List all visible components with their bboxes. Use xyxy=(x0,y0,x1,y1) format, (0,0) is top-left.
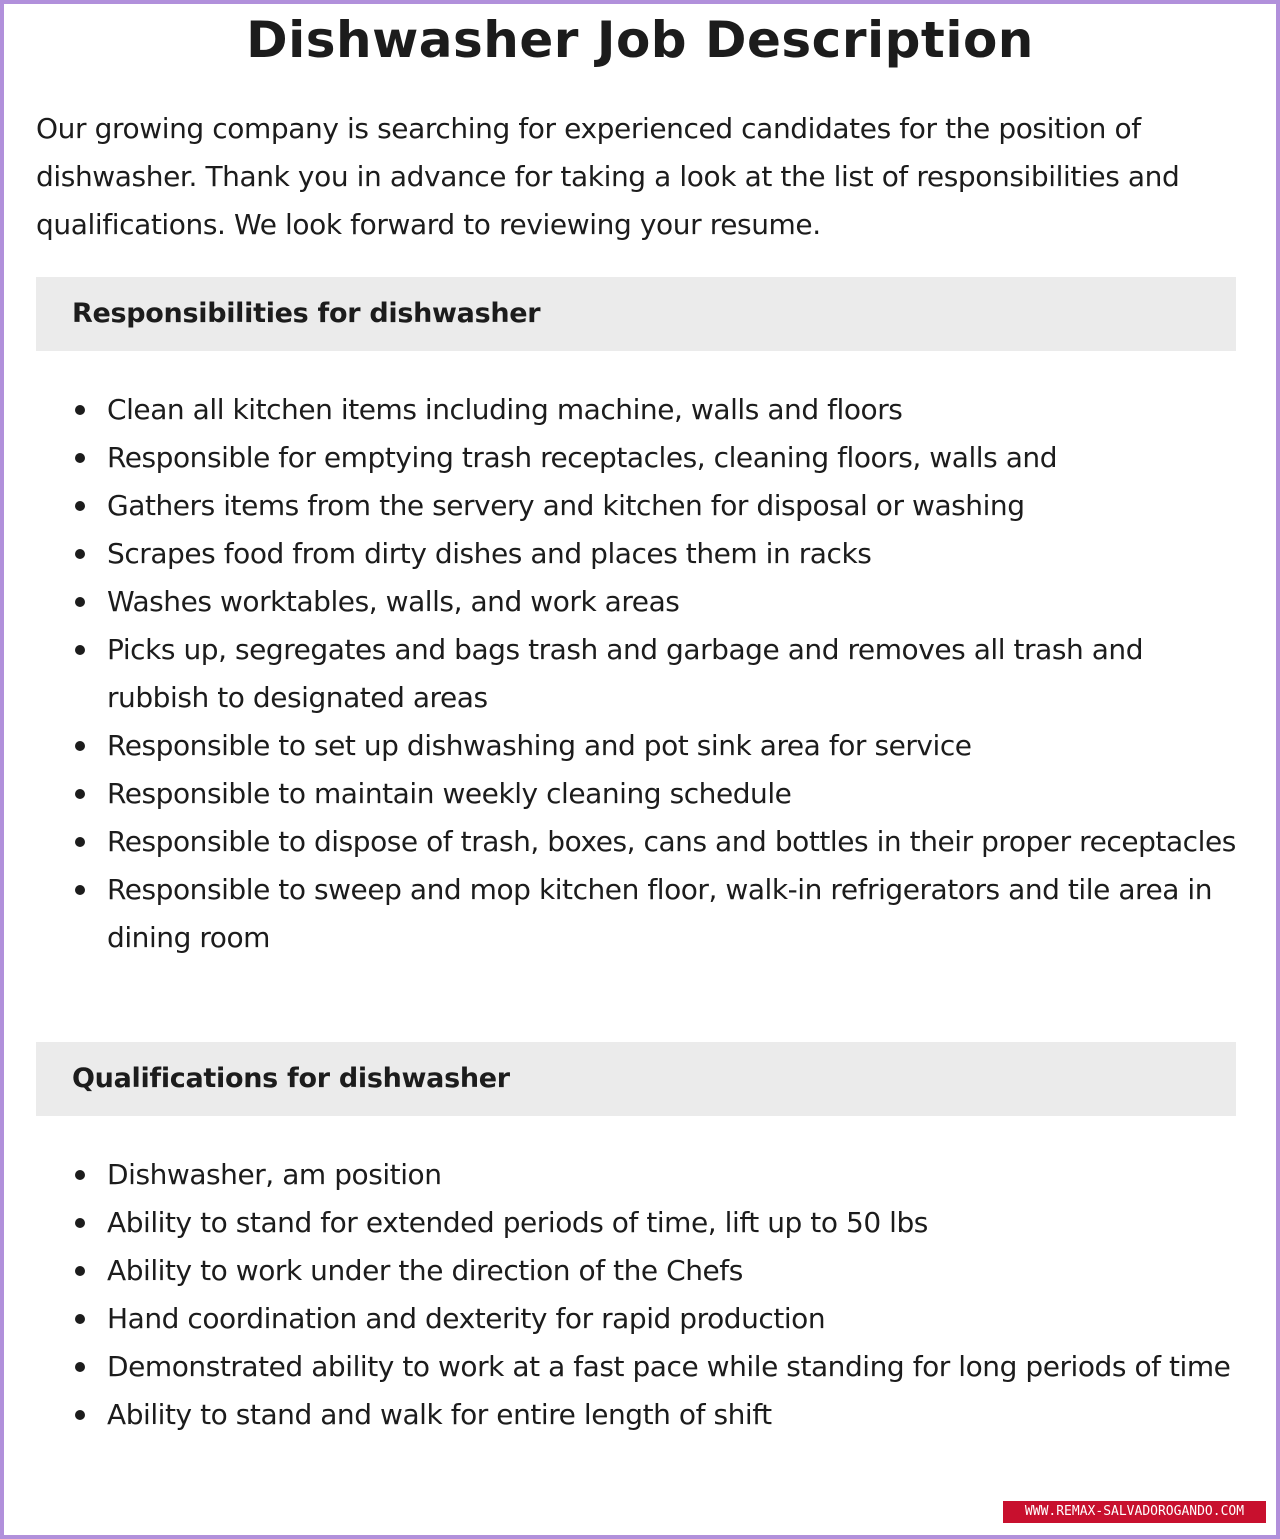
list-item-text: Clean all kitchen items including machine, walls and floors xyxy=(107,393,903,426)
list-item xyxy=(36,1151,1236,1199)
qualifications-heading: Qualifications for dishwasher xyxy=(36,1042,1236,1116)
list-item xyxy=(36,626,1236,722)
list-item xyxy=(36,1199,1236,1247)
list-item xyxy=(36,482,1236,530)
list-item-text: Responsible to set up dishwashing and pot sink area for service xyxy=(107,729,972,762)
list-item xyxy=(36,1295,1236,1343)
bullet-icon xyxy=(75,549,85,559)
bullet-icon xyxy=(75,885,85,895)
bullet-icon xyxy=(75,1218,85,1228)
list-item xyxy=(36,386,1236,434)
bullet-icon xyxy=(75,645,85,655)
qualifications-list xyxy=(36,1151,1236,1439)
bullet-icon xyxy=(75,1266,85,1276)
watermark-link[interactable]: WWW.REMAX-SALVADOROGANDO.COM xyxy=(1003,1501,1266,1523)
list-item xyxy=(36,1343,1236,1391)
list-item-text: Dishwasher, am position xyxy=(107,1158,442,1191)
list-item xyxy=(36,530,1236,578)
responsibilities-list xyxy=(36,386,1236,962)
bullet-icon xyxy=(75,453,85,463)
list-item-text: Picks up, segregates and bags trash and garbage and removes all trash and rubbish to designated areas xyxy=(107,633,1144,714)
bullet-icon xyxy=(75,789,85,799)
list-item-text: Responsible to maintain weekly cleaning schedule xyxy=(107,777,792,810)
bullet-icon xyxy=(75,1362,85,1372)
bullet-icon xyxy=(75,1170,85,1180)
list-item-text: Ability to work under the direction of the Chefs xyxy=(107,1254,743,1287)
list-item-text: Hand coordination and dexterity for rapid production xyxy=(107,1302,826,1335)
list-item-text: Scrapes food from dirty dishes and places them in racks xyxy=(107,537,872,570)
list-item-text: Responsible to dispose of trash, boxes, cans and bottles in their proper receptacles xyxy=(107,825,1236,858)
list-item-text: Washes worktables, walls, and work areas xyxy=(107,585,680,618)
list-item xyxy=(36,818,1236,866)
list-item xyxy=(36,1247,1236,1295)
bullet-icon xyxy=(75,597,85,607)
bullet-icon xyxy=(75,501,85,511)
list-item-text: Ability to stand and walk for entire length of shift xyxy=(107,1398,772,1431)
list-item-text: Demonstrated ability to work at a fast pace while standing for long periods of time xyxy=(107,1350,1231,1383)
bullet-icon xyxy=(75,1410,85,1420)
list-item xyxy=(36,866,1236,962)
list-item xyxy=(36,722,1236,770)
list-item xyxy=(36,578,1236,626)
bullet-icon xyxy=(75,837,85,847)
list-item xyxy=(36,770,1236,818)
intro-paragraph: Our growing company is searching for experienced candidates for the position of dishwasher. Thank you in advance for taking a look at the list of responsibilities and qualifications. We look forward to reviewing your resume. xyxy=(36,112,1180,241)
bullet-icon xyxy=(75,405,85,415)
list-item xyxy=(36,1391,1236,1439)
list-item-text: Gathers items from the servery and kitchen for disposal or washing xyxy=(107,489,1025,522)
list-item xyxy=(36,434,1236,482)
responsibilities-heading: Responsibilities for dishwasher xyxy=(36,277,1236,351)
list-item-text: Responsible to sweep and mop kitchen floor, walk-in refrigerators and tile area in dining room xyxy=(107,873,1213,954)
bullet-icon xyxy=(75,741,85,751)
page-title: Dishwasher Job Description xyxy=(246,11,1034,69)
list-item-text: Responsible for emptying trash receptacles, cleaning floors, walls and xyxy=(107,441,1058,474)
list-item-text: Ability to stand for extended periods of time, lift up to 50 lbs xyxy=(107,1206,928,1239)
bullet-icon xyxy=(75,1314,85,1324)
